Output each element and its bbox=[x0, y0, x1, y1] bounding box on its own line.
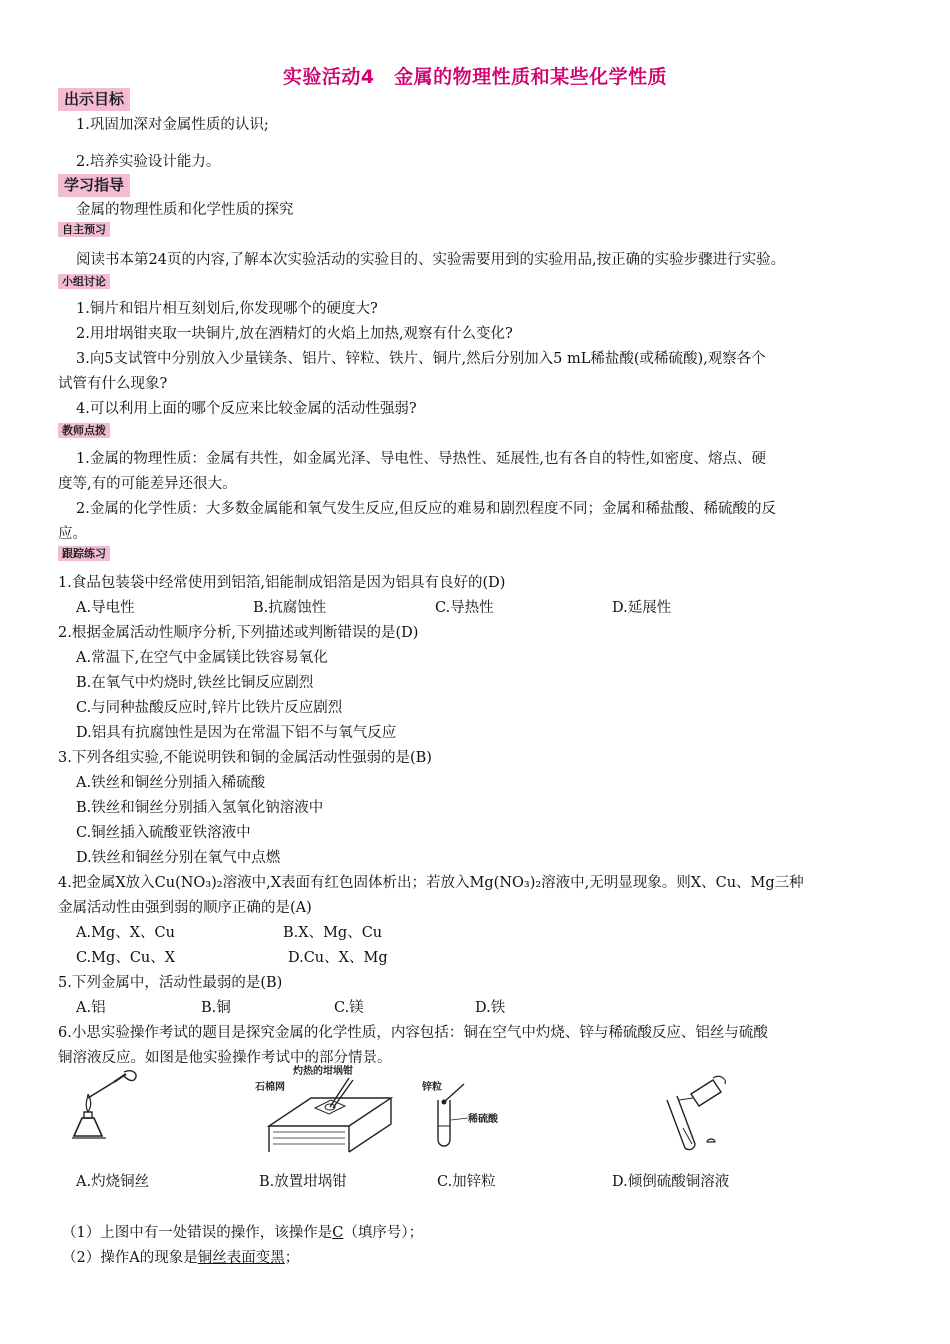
label-dilute-sulfuric-acid: 稀硫酸 bbox=[468, 1114, 498, 1125]
figure-a-burning-copper-wire bbox=[62, 1068, 152, 1148]
figure-d-pouring-solution bbox=[655, 1074, 735, 1154]
question-4-options-row-2 bbox=[76, 948, 676, 968]
teacher-line-2-cont: 应。 bbox=[58, 526, 87, 542]
discussion-item-1: 1.铜片和铝片相互刻划后,你发现哪个的硬度大? bbox=[76, 301, 378, 317]
q3-option-c: C.铜丝插入硫酸亚铁溶液中 bbox=[76, 825, 251, 841]
caption-b: B.放置坩埚钳 bbox=[259, 1174, 347, 1190]
q1-option-c: C.导热性 bbox=[435, 600, 494, 616]
question-2-stem: 2.根据金属活动性顺序分析,下列描述或判断错误的是(D) bbox=[58, 625, 419, 641]
question-4-stem: 4.把金属X放入Cu(NO₃)₂溶液中,X表面有红色固体析出；若放入Mg(NO₃)₂溶液中,无明显现象。则X、Cu、Mg三种 bbox=[58, 875, 804, 891]
label-asbestos-net: 石棉网 bbox=[255, 1082, 285, 1093]
figure-captions bbox=[76, 1172, 876, 1192]
q6-sub1-answer: C bbox=[332, 1225, 344, 1241]
q2-option-c: C.与同种盐酸反应时,锌片比铁片反应剧烈 bbox=[76, 700, 343, 716]
question-5-stem: 5.下列金属中，活动性最弱的是(B) bbox=[58, 975, 283, 991]
discussion-item-4: 4.可以利用上面的哪个反应来比较金属的活动性强弱? bbox=[76, 401, 417, 417]
figure-c-adding-zinc bbox=[418, 1080, 518, 1150]
goal-item-1: 1.巩固加深对金属性质的认识; bbox=[76, 117, 269, 133]
label-hot-tongs: 灼热的坩埚钳 bbox=[293, 1066, 353, 1077]
q6-sub2-answer: 铜丝表面变黑 bbox=[197, 1250, 285, 1266]
q4-option-d: D.Cu、X、Mg bbox=[288, 950, 388, 966]
caption-a: A.灼烧铜丝 bbox=[76, 1174, 150, 1190]
caption-d: D.倾倒硫酸铜溶液 bbox=[612, 1174, 730, 1190]
teacher-line-1: 1.金属的物理性质：金属有共性，如金属光泽、导电性、导热性、延展性,也有各自的特性,如密度、熔点、硬 bbox=[76, 451, 767, 467]
q4-option-c: C.Mg、Cu、X bbox=[76, 950, 176, 966]
teacher-line-1-cont: 度等,有的可能差异还很大。 bbox=[58, 476, 237, 492]
question-6-stem-cont: 铜溶液反应。如图是他实验操作考试中的部分情景。 bbox=[58, 1050, 392, 1066]
question-4-options-row-1 bbox=[76, 923, 676, 943]
q6-sub2-suffix: ； bbox=[284, 1250, 300, 1266]
q3-option-a: A.铁丝和铜丝分别插入稀硫酸 bbox=[76, 775, 266, 791]
preview-text: 阅读书本第24页的内容,了解本次实验活动的实验目的、实验需要用到的实验用品,按正确的实验步骤进行实验。 bbox=[76, 252, 786, 268]
q2-option-a: A.常温下,在空气中金属镁比铁容易氧化 bbox=[76, 650, 328, 666]
figure-b-placing-tongs bbox=[255, 1064, 405, 1156]
page-title: 实验活动4 金属的物理性质和某些化学性质 bbox=[282, 66, 668, 88]
discussion-item-2: 2.用坩埚钳夹取一块铜片,放在酒精灯的火焰上加热,观察有什么变化? bbox=[76, 326, 513, 342]
question-1-stem: 1.食品包装袋中经常使用到铝箔,铝能制成铝箔是因为铝具有良好的(D) bbox=[58, 575, 506, 591]
q4-option-b: B.X、Mg、Cu bbox=[283, 925, 383, 941]
q3-option-b: B.铁丝和铜丝分别插入氢氧化钠溶液中 bbox=[76, 800, 324, 816]
section-header-goals: 出示目标 bbox=[58, 88, 130, 111]
guide-intro: 金属的物理性质和化学性质的探究 bbox=[76, 202, 294, 218]
caption-c: C.加锌粒 bbox=[437, 1174, 496, 1190]
question-3-stem: 3.下列各组实验,不能说明铁和铜的金属活动性强弱的是(B) bbox=[58, 750, 432, 766]
subsection-header-preview: 自主预习 bbox=[58, 222, 110, 237]
question-5-options bbox=[76, 998, 676, 1018]
tongs-on-asbestos-illustration bbox=[255, 1064, 405, 1156]
q5-option-c: C.镁 bbox=[334, 1000, 364, 1016]
q6-sub1-suffix: （填序号）； bbox=[343, 1225, 424, 1241]
q6-sub1-prefix: （1）上图中有一处错误的操作，该操作是 bbox=[62, 1225, 333, 1241]
question-1-options bbox=[76, 598, 876, 618]
subsection-header-discussion: 小组讨论 bbox=[58, 274, 110, 289]
subsection-header-practice: 跟踪练习 bbox=[58, 546, 110, 561]
discussion-item-3-cont: 试管有什么现象? bbox=[58, 376, 168, 392]
q5-option-a: A.铝 bbox=[76, 1000, 106, 1016]
q4-option-a: A.Mg、X、Cu bbox=[76, 925, 175, 941]
q1-option-a: A.导电性 bbox=[76, 600, 135, 616]
q5-option-b: B.铜 bbox=[201, 1000, 231, 1016]
alcohol-lamp-illustration bbox=[62, 1068, 152, 1148]
question-4-stem-cont: 金属活动性由强到弱的顺序正确的是(A) bbox=[58, 900, 312, 916]
q5-option-d: D.铁 bbox=[475, 1000, 506, 1016]
test-tube-zinc-illustration bbox=[418, 1080, 518, 1150]
q2-option-d: D.铝具有抗腐蚀性是因为在常温下铝不与氧气反应 bbox=[76, 725, 397, 741]
section-header-guide: 学习指导 bbox=[58, 174, 130, 197]
q6-subquestion-1 bbox=[62, 1223, 423, 1243]
q6-subquestion-2 bbox=[62, 1248, 299, 1268]
discussion-item-3: 3.向5支试管中分别放入少量镁条、铝片、锌粒、铁片、铜片,然后分别加入5 mL稀盐酸(或稀硫酸),观察各个 bbox=[76, 351, 766, 367]
q1-option-d: D.延展性 bbox=[612, 600, 672, 616]
q6-sub2-prefix: （2）操作A的现象是 bbox=[62, 1250, 198, 1266]
subsection-header-teacher: 教师点拨 bbox=[58, 423, 110, 438]
question-6-stem: 6.小思实验操作考试的题目是探究金属的化学性质，内容包括：铜在空气中灼烧、锌与稀硫酸反应、铝丝与硫酸 bbox=[58, 1025, 768, 1041]
q2-option-b: B.在氧气中灼烧时,铁丝比铜反应剧烈 bbox=[76, 675, 314, 691]
q1-option-b: B.抗腐蚀性 bbox=[253, 600, 327, 616]
pouring-illustration bbox=[655, 1074, 735, 1154]
teacher-line-2: 2.金属的化学性质：大多数金属能和氧气发生反应,但反应的难易和剧烈程度不同；金属和稀盐酸、稀硫酸的反 bbox=[76, 501, 776, 517]
label-zinc-granules: 锌粒 bbox=[422, 1082, 442, 1093]
goal-item-2: 2.培养实验设计能力。 bbox=[76, 154, 221, 170]
q3-option-d: D.铁丝和铜丝分别在氧气中点燃 bbox=[76, 850, 281, 866]
